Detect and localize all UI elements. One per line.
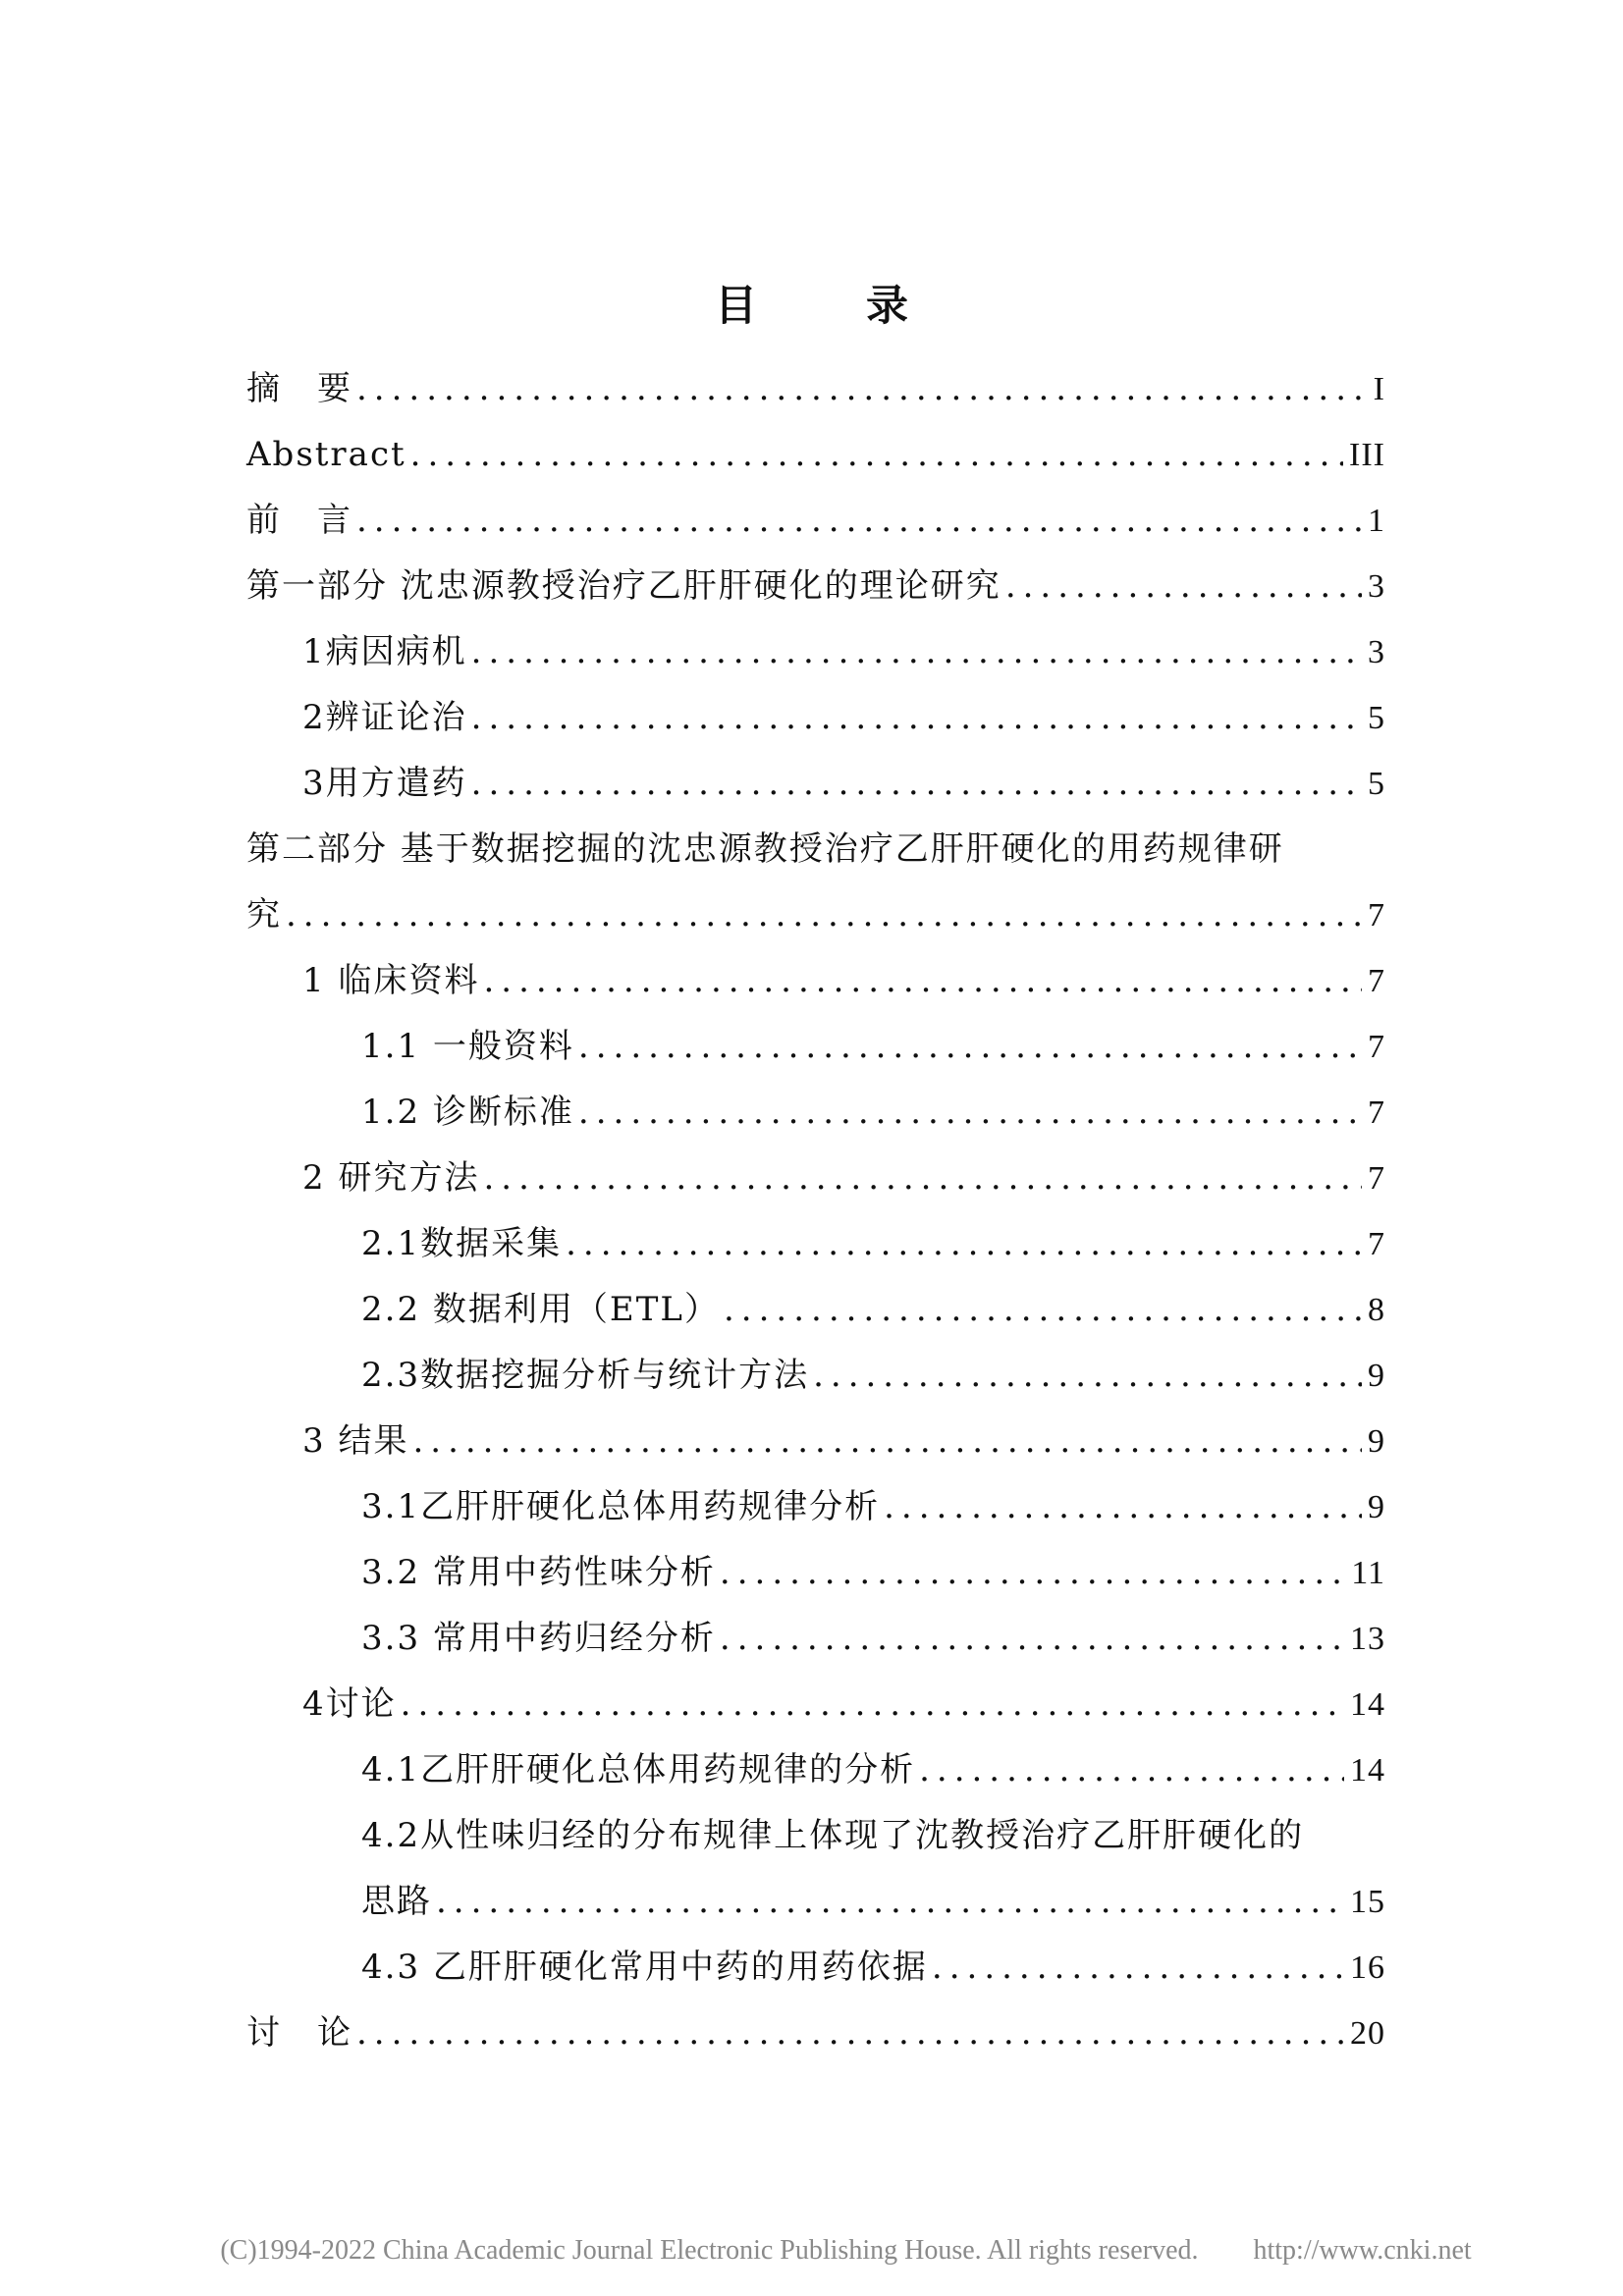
toc-entry-label: 第一部分 沈忠源教授治疗乙肝肝硬化的理论研究 [246, 566, 1001, 606]
toc-entry-label-line1[interactable]: 第二部分 基于数据挖掘的沈忠源教授治疗乙肝肝硬化的用药规律研 [246, 829, 1284, 869]
toc-entry-label: 4讨论 [302, 1684, 397, 1724]
toc-entry-label: 2 研究方法 [302, 1158, 480, 1198]
toc-dot-leader [578, 1080, 1362, 1146]
toc-entry-label: 讨 论 [246, 2013, 352, 2053]
copyright-footer: (C)1994-2022 China Academic Journal Electronic Publishing House. All rights reserved. http://www.cnki.net [220, 2235, 1472, 2266]
toc-entry-page: 14 [1350, 1686, 1385, 1723]
toc-entry[interactable] [246, 2001, 1385, 2066]
toc-dot-leader [1005, 554, 1362, 619]
toc-entry[interactable] [246, 488, 1385, 554]
toc-dot-leader [401, 1672, 1344, 1737]
toc-entry-label: 3.1乙肝肝硬化总体用药规律分析 [361, 1487, 881, 1526]
toc-entry-page: 14 [1350, 1752, 1385, 1789]
toc-dot-leader [483, 948, 1362, 1014]
toc-entry[interactable] [246, 1409, 1385, 1474]
toc-entry[interactable] [246, 685, 1385, 751]
toc-entry-label: 1病因病机 [302, 632, 467, 671]
toc-entry-page: 7 [1368, 1029, 1385, 1065]
toc-entry-page: 20 [1350, 2015, 1385, 2052]
toc-entry-page: 7 [1368, 963, 1385, 999]
toc-dot-leader [919, 1737, 1344, 1803]
toc-entry-page: 1 [1368, 503, 1385, 539]
toc-entry[interactable] [246, 554, 1385, 619]
toc-dot-leader [720, 1606, 1344, 1672]
toc-entry-page: 15 [1350, 1884, 1385, 1920]
toc-entry[interactable] [246, 751, 1385, 817]
toc-entry[interactable] [246, 1474, 1385, 1540]
toc-entry-page: 9 [1368, 1358, 1385, 1394]
toc-entry-label: 2.1数据采集 [361, 1224, 563, 1263]
toc-entry-label: 2.2 数据利用（ETL） [361, 1290, 720, 1329]
toc-dot-leader [884, 1474, 1362, 1540]
toc-dot-leader [566, 1211, 1362, 1277]
toc-entry-page: 9 [1368, 1489, 1385, 1525]
toc-entry-page: 7 [1368, 1226, 1385, 1262]
toc-entry-page: III [1349, 437, 1385, 473]
toc-entry[interactable] [246, 1277, 1385, 1343]
toc-dot-leader [356, 2001, 1344, 2066]
toc-entry-page: I [1373, 371, 1385, 407]
toc-entry[interactable] [246, 882, 1385, 948]
toc-title: 目 录 [715, 282, 942, 331]
table-of-contents [246, 356, 1385, 2066]
toc-entry[interactable] [246, 1935, 1385, 2001]
toc-dot-leader [720, 1540, 1345, 1606]
toc-entry[interactable] [246, 422, 1385, 488]
toc-entry-label: 摘 要 [246, 369, 352, 408]
toc-entry[interactable] [246, 1737, 1385, 1803]
toc-entry[interactable] [246, 1869, 1385, 1935]
toc-dot-leader [286, 882, 1362, 948]
toc-entry-page: 7 [1368, 897, 1385, 934]
toc-dot-leader [356, 356, 1368, 422]
toc-entry-label: 4.3 乙肝肝硬化常用中药的用药依据 [361, 1948, 928, 1987]
toc-entry[interactable] [246, 1146, 1385, 1211]
toc-dot-leader [412, 1409, 1362, 1474]
toc-entry-page: 8 [1368, 1292, 1385, 1328]
toc-dot-leader [578, 1014, 1362, 1080]
toc-entry[interactable] [246, 356, 1385, 422]
toc-dot-leader [724, 1277, 1362, 1343]
toc-entry[interactable] [246, 619, 1385, 685]
toc-dot-leader [932, 1935, 1344, 2001]
toc-entry-page: 11 [1351, 1555, 1385, 1591]
toc-entry-label: 究 [246, 895, 282, 934]
toc-entry-page: 3 [1368, 568, 1385, 605]
toc-dot-leader [471, 685, 1362, 751]
toc-entry-page: 7 [1368, 1160, 1385, 1197]
toc-entry[interactable] [246, 1672, 1385, 1737]
toc-entry-page: 13 [1350, 1621, 1385, 1657]
toc-entry-label: 3 结果 [302, 1421, 409, 1461]
toc-entry-page: 5 [1368, 766, 1385, 802]
toc-entry-label: 前 言 [246, 501, 352, 540]
toc-entry-label: 2.3数据挖掘分析与统计方法 [361, 1356, 810, 1395]
toc-entry-label: 2辨证论治 [302, 698, 467, 737]
toc-entry[interactable] [246, 1014, 1385, 1080]
toc-dot-leader [356, 488, 1362, 554]
toc-entry-label: 1.2 诊断标准 [361, 1093, 574, 1132]
toc-entry-label-line1[interactable]: 4.2从性味归经的分布规律上体现了沈教授治疗乙肝肝硬化的 [361, 1816, 1305, 1855]
toc-entry[interactable] [246, 1211, 1385, 1277]
toc-entry[interactable] [246, 1080, 1385, 1146]
toc-dot-leader [410, 422, 1343, 488]
toc-entry[interactable] [246, 1343, 1385, 1409]
toc-dot-leader [813, 1343, 1362, 1409]
toc-entry-page: 16 [1350, 1949, 1385, 1986]
toc-entry-label: 思路 [361, 1882, 432, 1921]
toc-entry-label: 3.3 常用中药归经分析 [361, 1619, 716, 1658]
toc-entry-page: 3 [1368, 634, 1385, 670]
toc-entry-page: 5 [1368, 700, 1385, 736]
toc-entry-label: 4.1乙肝肝硬化总体用药规律的分析 [361, 1750, 916, 1789]
toc-entry[interactable] [246, 1540, 1385, 1606]
toc-dot-leader [471, 751, 1362, 817]
toc-entry-label: 1.1 一般资料 [361, 1027, 574, 1066]
toc-entry-page: 7 [1368, 1095, 1385, 1131]
toc-entry-label: Abstract [246, 435, 406, 474]
toc-entry-label: 1 临床资料 [302, 961, 480, 1000]
toc-entry[interactable] [246, 948, 1385, 1014]
toc-dot-leader [436, 1869, 1344, 1935]
toc-entry[interactable] [246, 1606, 1385, 1672]
toc-dot-leader [471, 619, 1362, 685]
toc-entry-label: 3.2 常用中药性味分析 [361, 1553, 716, 1592]
toc-entry-label: 3用方遣药 [302, 764, 467, 803]
toc-entry-page: 9 [1368, 1423, 1385, 1460]
toc-dot-leader [483, 1146, 1362, 1211]
